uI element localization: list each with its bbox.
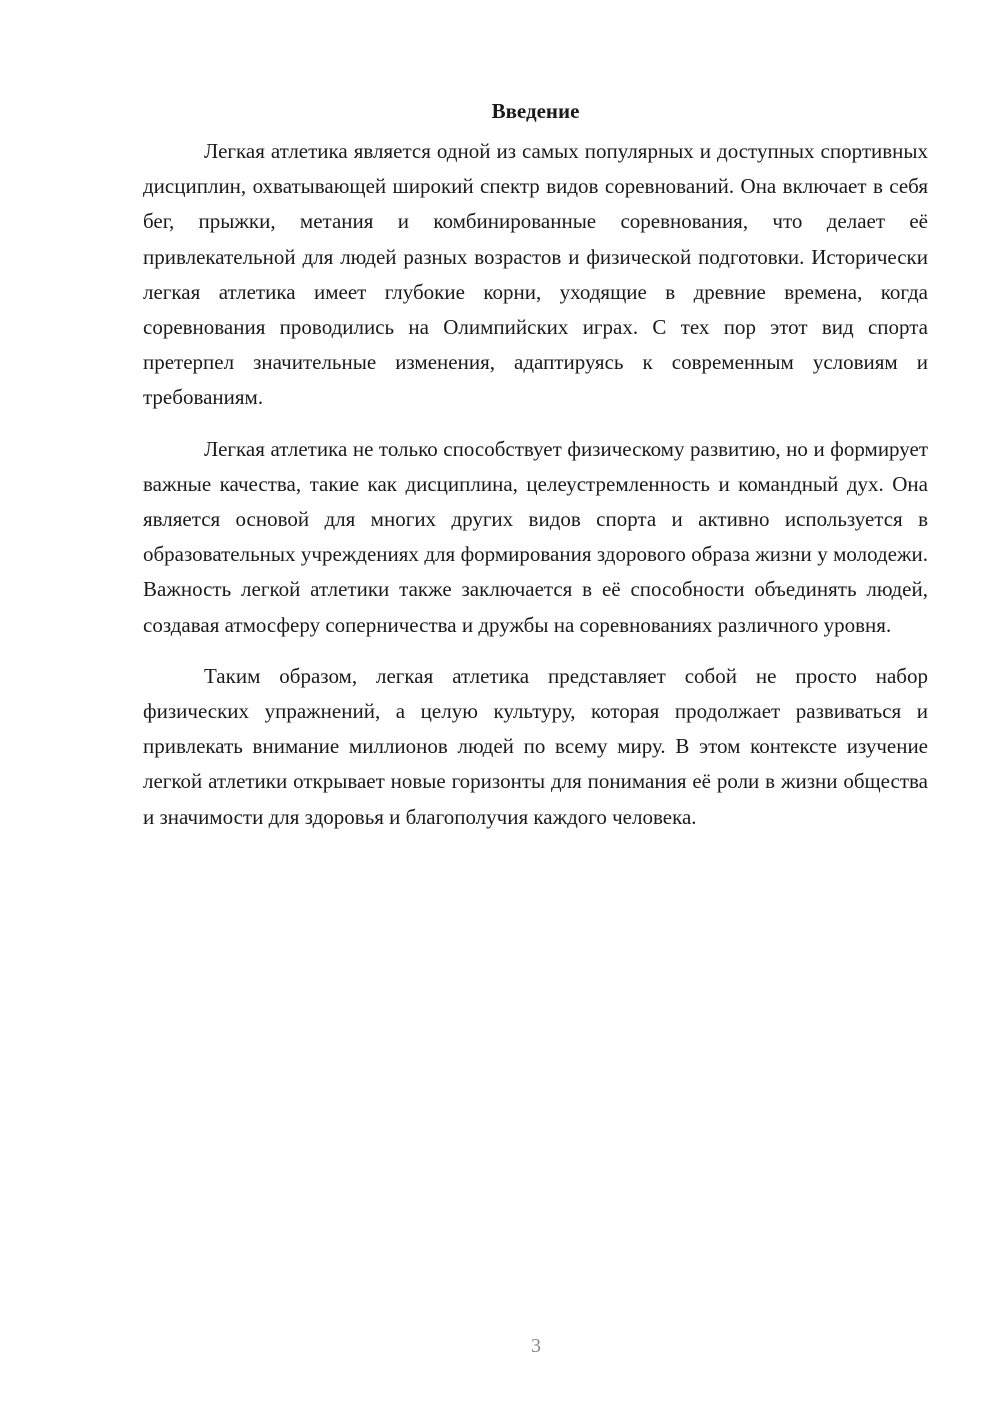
paragraph-3: Таким образом, легкая атлетика представляет собой не просто набор физических упражнений, а целую культуру, которая продолжает развиваться и привлекать внимание миллионов людей по всему миру. В этом контексте изучение легкой атлетики открывает новые горизонты для понимания её роли в жизни общества и значимости для здоровья и благополучия каждого человека.: [143, 663, 928, 829]
page-number: 3: [531, 1335, 541, 1357]
section-title: Введение: [491, 99, 580, 123]
paragraph-2: Легкая атлетика не только способствует физическому развитию, но и формирует важные качества, такие как дисциплина, целеустремленность и командный дух. Она является основой для многих других видов спорта и активно используется в образовательных учреждениях для формирования здорового образа жизни у молодежи. Важность легкой атлетики также заключается в её способности объединять людей, создавая атмосферу соперничества и дружбы на соревнованиях различного уровня.: [143, 436, 928, 637]
paragraph-1: Легкая атлетика является одной из самых популярных и доступных спортивных дисциплин, охватывающей широкий спектр видов соревнований. Она включает в себя бег, прыжки, метания и комбинированные соревнования, что делает её привлекательной для людей разных возрастов и физической подготовки. Исторически легкая атлетика имеет глубокие корни, уходящие в древние времена, когда соревнования проводились на Олимпийских играх. С тех пор этот вид спорта претерпел значительные изменения, адаптируясь к современным условиям и требованиям.: [143, 139, 928, 410]
page-content: [143, 96, 928, 851]
